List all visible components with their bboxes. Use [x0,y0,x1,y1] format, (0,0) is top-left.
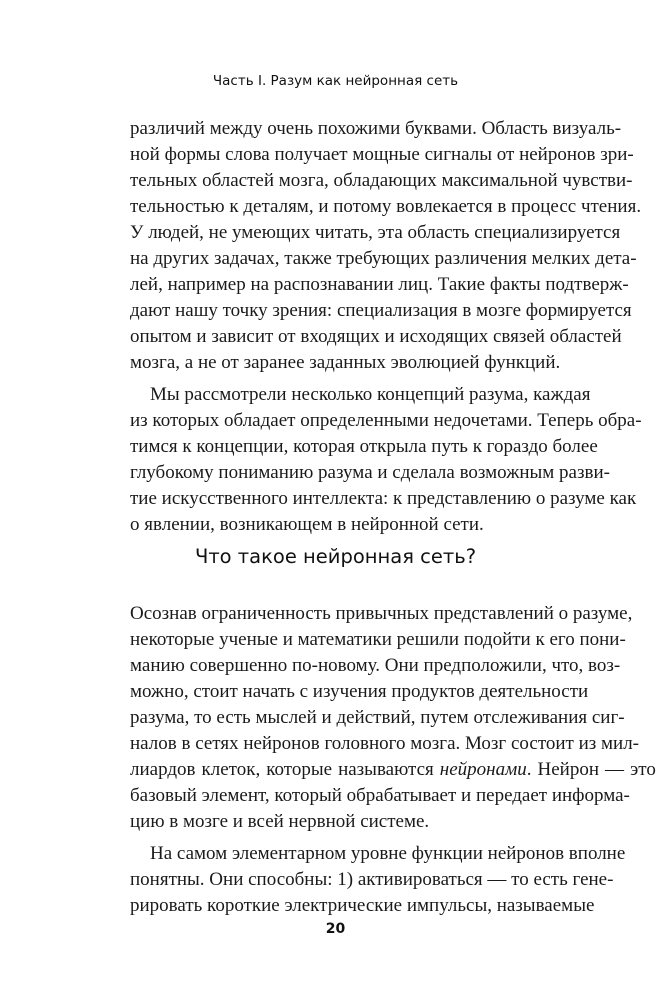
text-line: дают нашу точку зрения: специализация в мозге формируется [130,300,632,321]
emphasis-term: нейронами [439,759,527,780]
text-line: Мы рассмотрели несколько концепций разума, каждая [150,384,591,405]
text-line: глубокому пониманию разума и сделала возможным разви- [130,462,610,483]
text-line: манию совершенно по-новому. Они предположили, что, воз- [130,655,621,676]
text-line: На самом элементарном уровне функции нейронов вполне [150,843,626,864]
text-line: базовый элемент, который обрабатывает и передает информа- [130,785,630,806]
text-line: ной формы слова получает мощные сигналы от нейронов зри- [130,144,634,165]
text-line: тельных областей мозга, обладающих максимальной чувстви- [130,170,633,191]
text-line: мозга, а не от заранее заданных эволюцией функций. [130,352,561,373]
page-number: 20 [325,921,346,937]
text-line: лей, например на распознавании лиц. Такие факты подтверж- [130,274,629,295]
text-line: опытом и зависит от входящих и исходящих связей областей [130,326,622,347]
text-line: налов в сетях нейронов головного мозга. Мозг состоит из мил- [130,733,640,754]
text-span: лиардов клеток, которые называются [130,759,440,780]
text-span: . Нейрон — это [526,759,656,780]
text-line: о явлении, возникающем в нейронной сети. [130,514,484,535]
section-heading: Что такое нейронная сеть? [194,545,477,568]
text-line: на других задачах, также требующих различения мелких дета- [130,248,637,269]
text-line: тимся к концепции, которая открыла путь к гораздо более [130,436,598,457]
text-line: разума, то есть мыслей и действий, путем отслеживания сиг- [130,707,625,728]
text-line: из которых обладает определенными недочетами. Теперь обра- [130,410,642,431]
text-line: У людей, не умеющих читать, эта область специализируется [130,222,621,243]
running-head: Часть I. Разум как нейронная сеть [212,73,459,89]
text-line: понятны. Они способны: 1) активироваться — то есть гене- [130,869,614,890]
text-line: тие искусственного интеллекта: к представлению о разуме как [130,488,637,509]
text-line: некоторые ученые и математики решили подойти к его пони- [130,629,626,650]
text-line: рировать короткие электрические импульсы, называемые [130,895,595,916]
text-line: можно, стоит начать с изучения продуктов деятельности [130,681,589,702]
text-line: Осознав ограниченность привычных представлений о разуме, [130,603,633,624]
text-line: различий между очень похожими буквами. Область визуаль- [130,118,622,139]
text-line [130,757,656,783]
text-line: тельностью к деталям, и потому вовлекается в процесс чтения. [130,196,642,217]
text-line: цию в мозге и всей нервной системе. [130,811,430,832]
